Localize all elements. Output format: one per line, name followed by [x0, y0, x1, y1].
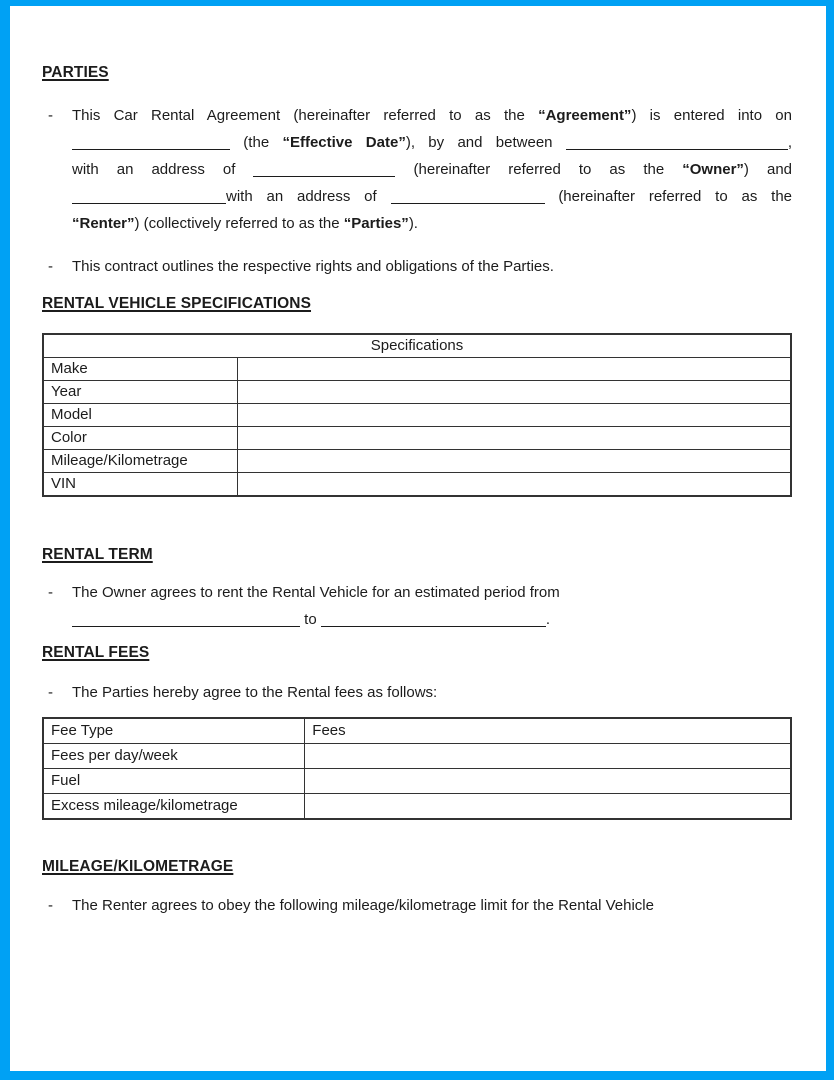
bold-text-run: “Agreement” [538, 107, 632, 124]
rental-fees-bullet [42, 679, 792, 706]
text-run: ) (collectively referred to as the [134, 215, 344, 232]
blank-underline-field [72, 612, 300, 627]
section-heading-rental-term-text: RENTAL TERM [42, 546, 153, 563]
table-label-cell: Year [43, 381, 237, 404]
table-value-cell [237, 381, 791, 404]
table-value-cell [237, 450, 791, 473]
bold-text-run: “Parties” [343, 215, 409, 232]
text-line [72, 156, 792, 183]
section-heading-parties [42, 62, 792, 84]
section-heading-rental-fees [42, 642, 792, 664]
parties-note-text: This contract outlines the respective rights and obligations of the Parties. [72, 258, 554, 275]
bullet-dash: - [48, 897, 53, 914]
text-run: , [787, 134, 792, 151]
table-label-cell: Fees per day/week [43, 744, 305, 769]
table-label-cell: Excess mileage/kilometrage [43, 794, 305, 820]
blank-underline-field [253, 162, 395, 177]
specifications-table-body [43, 358, 791, 497]
text-run: ) and [743, 161, 792, 178]
specifications-table-header-row [43, 334, 791, 358]
table-label-cell: Mileage/Kilometrage [43, 450, 237, 473]
blank-underline-field [72, 189, 226, 204]
table-row [43, 427, 791, 450]
fees-table [42, 717, 792, 820]
rental-term-bullet [42, 579, 792, 633]
text-run: ) is entered into on [631, 107, 792, 124]
table-row [43, 358, 791, 381]
table-value-cell [305, 769, 791, 794]
text-run: to [300, 611, 321, 628]
section-heading-specifications-text: RENTAL VEHICLE SPECIFICATIONS [42, 295, 312, 312]
table-value-cell [305, 744, 791, 769]
bullet-dash: - [48, 584, 53, 601]
bullet-dash: - [48, 107, 53, 124]
table-row [43, 744, 791, 769]
table-row [43, 794, 791, 820]
specifications-table-header-cell: Specifications [43, 334, 791, 358]
table-row [43, 769, 791, 794]
table-label-cell: Model [43, 404, 237, 427]
text-run: The Owner agrees to rent the Rental Vehicle for an estimated period from [72, 584, 560, 601]
fees-table-body [43, 744, 791, 820]
text-run: (hereinafter referred to as the [395, 161, 683, 178]
text-line [72, 102, 792, 129]
text-run: ). [408, 215, 418, 232]
mileage-note-text: The Renter agrees to obey the following mileage/kilometrage limit for the Rental Vehicle [72, 897, 654, 914]
parties-intro-bullet [42, 102, 792, 237]
blank-underline-field [72, 135, 230, 150]
fees-table-header-cell-type: Fee Type [43, 718, 305, 744]
blank-underline-field [391, 189, 545, 204]
section-heading-rental-term [42, 544, 792, 566]
text-run: . [545, 611, 551, 628]
section-heading-specifications [42, 293, 792, 315]
table-row [43, 381, 791, 404]
text-run: with an address of [226, 188, 391, 205]
section-heading-mileage [42, 856, 792, 878]
table-value-cell [237, 358, 791, 381]
section-heading-rental-fees-text: RENTAL FEES [42, 644, 150, 661]
text-line [72, 210, 792, 237]
text-line [72, 606, 792, 633]
text-run: with an address of [72, 161, 254, 178]
parties-note-bullet [42, 253, 792, 280]
blank-underline-field [566, 135, 788, 150]
specifications-table [42, 333, 792, 497]
table-value-cell [305, 794, 791, 820]
bold-text-run: “Owner” [682, 161, 744, 178]
blank-underline-field [321, 612, 546, 627]
table-label-cell: Color [43, 427, 237, 450]
rental-fees-note-text: The Parties hereby agree to the Rental fees as follows: [72, 684, 438, 701]
table-value-cell [237, 404, 791, 427]
fees-table-header-cell-fees: Fees [305, 718, 791, 744]
table-value-cell [237, 473, 791, 497]
text-run: (hereinafter referred to as the [544, 188, 792, 205]
mileage-bullet [42, 892, 792, 919]
text-run: (the [230, 134, 283, 151]
text-run: ), by and between [405, 134, 566, 151]
fees-table-header-row [43, 718, 791, 744]
table-row [43, 450, 791, 473]
table-label-cell: Make [43, 358, 237, 381]
car-rental-agreement-document [10, 6, 826, 919]
bullet-dash: - [48, 258, 53, 275]
table-row [43, 473, 791, 497]
bold-text-run: “Effective Date” [282, 134, 406, 151]
table-label-cell: VIN [43, 473, 237, 497]
parties-intro-text [72, 102, 792, 237]
table-label-cell: Fuel [43, 769, 305, 794]
table-row [43, 404, 791, 427]
bold-text-run: “Renter” [72, 215, 135, 232]
bullet-dash: - [48, 684, 53, 701]
section-heading-parties-text: PARTIES [42, 64, 109, 81]
table-value-cell [237, 427, 791, 450]
text-run: This Car Rental Agreement (hereinafter referred to as the [72, 107, 539, 124]
text-line [72, 129, 792, 156]
text-line [72, 183, 792, 210]
section-heading-mileage-text: MILEAGE/KILOMETRAGE [42, 858, 234, 875]
text-line [72, 579, 792, 606]
rental-term-text [72, 579, 792, 633]
